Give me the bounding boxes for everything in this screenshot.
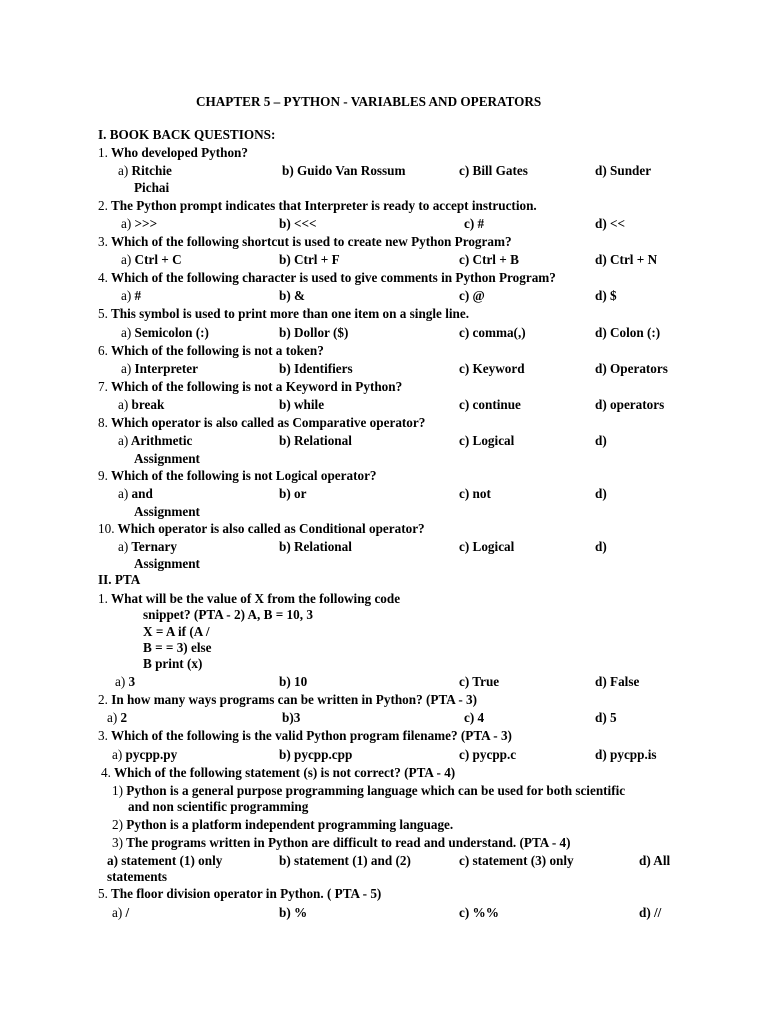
question-text: In how many ways programs can be written in Python? (PTA - 3) bbox=[111, 692, 478, 707]
question-text: Which of the following is not a token? bbox=[110, 343, 324, 358]
question-number: 4. Which of the following character is used to give comments in Python Program? bbox=[98, 270, 556, 285]
question-number: 7. Which of the following is not a Keyword in Python? bbox=[98, 379, 403, 394]
option-b: b) while bbox=[279, 397, 325, 412]
question-number: 1. What will be the value of X from the following code bbox=[98, 591, 401, 606]
question-number: 10. Which operator is also called as Conditional operator? bbox=[98, 521, 425, 536]
code-line: B = = 3) else bbox=[143, 640, 212, 655]
question-text: Which of the following shortcut is used to create new Python Program? bbox=[110, 234, 512, 249]
question-text: Which of the following is the valid Python program filename? (PTA - 3) bbox=[110, 728, 512, 743]
question-number: 5. The floor division operator in Python. ( PTA - 5) bbox=[98, 886, 382, 901]
section-heading-book-back: I. BOOK BACK QUESTIONS: bbox=[98, 127, 276, 142]
option-a: a) and bbox=[118, 486, 153, 501]
option-a: a) 2 bbox=[107, 710, 128, 725]
option-a-continued: Pichai bbox=[134, 180, 170, 195]
option-c: c) True bbox=[459, 674, 500, 689]
option-b: b) Guido Van Rossum bbox=[282, 163, 406, 178]
option-b: b) Relational bbox=[279, 539, 352, 554]
option-d: d) All bbox=[639, 853, 671, 868]
option-c: c) # bbox=[464, 216, 485, 231]
code-line: B print (x) bbox=[143, 656, 203, 671]
option-b: b) <<< bbox=[279, 216, 317, 231]
statement-2: 2) Python is a platform independent programming language. bbox=[112, 817, 454, 832]
question-number: 3. Which of the following shortcut is used to create new Python Program? bbox=[98, 234, 512, 249]
option-a: a) >>> bbox=[121, 216, 158, 231]
option-c: c) Keyword bbox=[459, 361, 525, 376]
option-b: b) statement (1) and (2) bbox=[279, 853, 411, 868]
option-a: a) pycpp.py bbox=[112, 747, 178, 762]
option-d: d) Colon (:) bbox=[595, 325, 661, 340]
option-d: d) bbox=[595, 486, 607, 501]
code-line: snippet? (PTA - 2) A, B = 10, 3 bbox=[143, 607, 313, 622]
option-d: d) operators bbox=[595, 397, 665, 412]
option-b: b) & bbox=[279, 288, 306, 303]
page-title: CHAPTER 5 – PYTHON - VARIABLES AND OPERATORS bbox=[196, 94, 542, 109]
option-d: d) bbox=[595, 539, 607, 554]
option-c: c) Logical bbox=[459, 539, 515, 554]
option-b: b) 10 bbox=[279, 674, 308, 689]
question-number: 2. In how many ways programs can be written in Python? (PTA - 3) bbox=[98, 692, 478, 707]
statement-1: 1) Python is a general purpose programming language which can be used for both scientific bbox=[112, 783, 626, 798]
option-a: a) # bbox=[121, 288, 142, 303]
option-d: d) Sunder bbox=[595, 163, 652, 178]
question-text: Which of the following is not a Keyword in Python? bbox=[110, 379, 403, 394]
option-a: a) Ternary bbox=[118, 539, 177, 554]
statement-1-continued: and non scientific programming bbox=[128, 799, 309, 814]
option-c: c) pycpp.c bbox=[459, 747, 517, 762]
option-d-continued: Assignment bbox=[134, 556, 200, 571]
question-number: 3. Which of the following is the valid Python program filename? (PTA - 3) bbox=[98, 728, 512, 743]
option-a: a) break bbox=[118, 397, 165, 412]
option-d-continued: Assignment bbox=[134, 451, 200, 466]
option-b: b) Identifiers bbox=[279, 361, 353, 376]
question-number: 5. This symbol is used to print more than one item on a single line. bbox=[98, 306, 470, 321]
option-a: a) Interpreter bbox=[121, 361, 199, 376]
option-a: a) Semicolon (:) bbox=[121, 325, 209, 340]
option-c: c) @ bbox=[459, 288, 485, 303]
option-c: c) %% bbox=[459, 905, 499, 920]
question-number: 8. Which operator is also called as Comparative operator? bbox=[98, 415, 426, 430]
option-b: b)3 bbox=[282, 710, 301, 725]
option-d: d) $ bbox=[595, 288, 617, 303]
option-b: b) Ctrl + F bbox=[279, 252, 340, 267]
option-c: c) Bill Gates bbox=[459, 163, 528, 178]
question-text: Who developed Python? bbox=[110, 145, 248, 160]
option-b: b) pycpp.cpp bbox=[279, 747, 353, 762]
question-text: Which of the following character is used to give comments in Python Program? bbox=[110, 270, 556, 285]
option-a: a) Ctrl + C bbox=[121, 252, 182, 267]
option-d: d) << bbox=[595, 216, 626, 231]
option-d: d) Operators bbox=[595, 361, 668, 376]
option-d: d) pycpp.is bbox=[595, 747, 657, 762]
option-c: c) continue bbox=[459, 397, 521, 412]
question-number: 6. Which of the following is not a token? bbox=[98, 343, 324, 358]
option-c: c) comma(,) bbox=[459, 325, 526, 340]
option-b: b) Dollor ($) bbox=[279, 325, 349, 340]
option-a: a) Arithmetic bbox=[118, 433, 193, 448]
option-c: c) 4 bbox=[464, 710, 485, 725]
section-heading-pta: II. PTA bbox=[98, 572, 141, 587]
option-c: c) Logical bbox=[459, 433, 515, 448]
question-text: What will be the value of X from the following code bbox=[110, 591, 401, 606]
option-b: b) % bbox=[279, 905, 308, 920]
question-text: This symbol is used to print more than one item on a single line. bbox=[110, 306, 470, 321]
statement-3: 3) The programs written in Python are difficult to read and understand. (PTA - 4) bbox=[112, 835, 571, 850]
option-d-continued: statements bbox=[107, 869, 168, 884]
option-c: c) Ctrl + B bbox=[459, 252, 519, 267]
option-a: a) / bbox=[112, 905, 130, 920]
question-number: 9. Which of the following is not Logical operator? bbox=[98, 468, 377, 483]
option-b: b) or bbox=[279, 486, 307, 501]
option-a: a) 3 bbox=[115, 674, 136, 689]
option-a: a) Ritchie bbox=[118, 163, 172, 178]
option-b: b) Relational bbox=[279, 433, 352, 448]
question-text: The floor division operator in Python. ( PTA - 5) bbox=[110, 886, 382, 901]
question-text: Which of the following is not Logical operator? bbox=[110, 468, 377, 483]
question-number: 1. Who developed Python? bbox=[98, 145, 248, 160]
code-line: X = A if (A / bbox=[143, 624, 210, 639]
option-d: d) bbox=[595, 433, 607, 448]
option-c: c) not bbox=[459, 486, 491, 501]
option-d-continued: Assignment bbox=[134, 504, 200, 519]
option-d: d) False bbox=[595, 674, 640, 689]
question-number: 2. The Python prompt indicates that Interpreter is ready to accept instruction. bbox=[98, 198, 537, 213]
option-d: d) 5 bbox=[595, 710, 617, 725]
question-number: 4. Which of the following statement (s) is not correct? (PTA - 4) bbox=[101, 765, 456, 780]
question-text: Which operator is also called as Comparative operator? bbox=[110, 415, 426, 430]
question-text: Which operator is also called as Conditional operator? bbox=[117, 521, 425, 536]
option-d: d) Ctrl + N bbox=[595, 252, 658, 267]
option-a: a) statement (1) only bbox=[107, 853, 223, 868]
question-text: The Python prompt indicates that Interpreter is ready to accept instruction. bbox=[110, 198, 537, 213]
question-text: Which of the following statement (s) is not correct? (PTA - 4) bbox=[113, 765, 456, 780]
option-c: c) statement (3) only bbox=[459, 853, 574, 868]
option-d: d) // bbox=[639, 905, 662, 920]
